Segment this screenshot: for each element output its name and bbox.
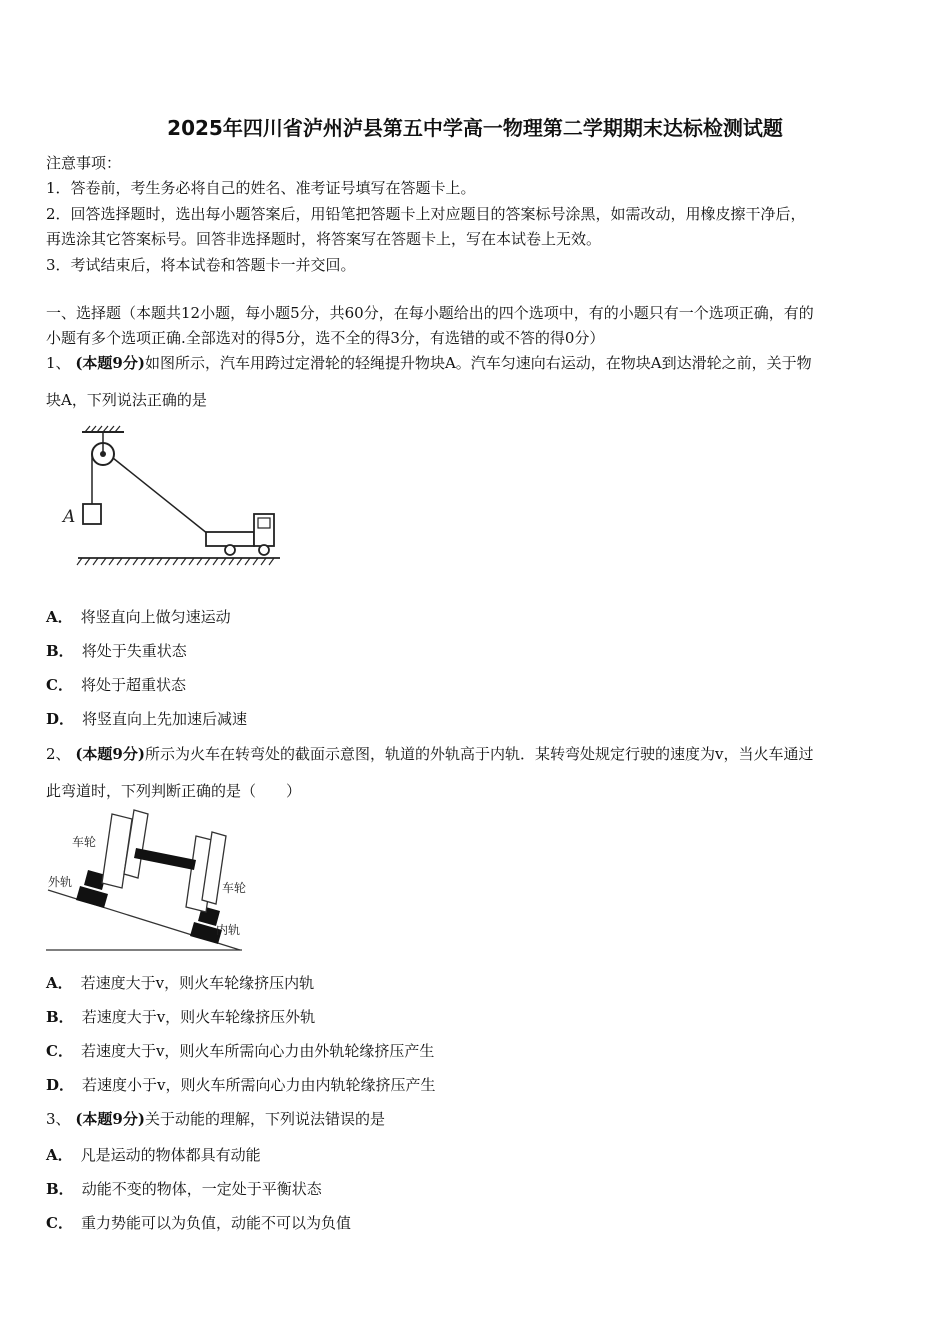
train-track-figure (44, 808, 254, 956)
q2-option-b: B． 若速度大于v，则火车轮缘挤压外轨 (46, 1008, 316, 1026)
section-heading-cont: 小题有多个选项正确.全部选对的得5分，选不全的得3分，有选错的或不答的得0分） (46, 329, 605, 347)
q3-option-c: C． 重力势能可以为负值，动能不可以为负值 (46, 1214, 351, 1232)
q2-option-a: A． 若速度大于v，则火车轮缘挤压内轨 (46, 974, 315, 992)
block-label: A (63, 507, 76, 527)
notice-item: 1．答卷前，考生务必将自己的姓名、准考证号填写在答题卡上。 (46, 179, 476, 197)
question-text: 所示为火车在转弯处的截面示意图，轨道的外轨高于内轨．某转弯处规定行驶的速度为v，当火车通过 (144, 745, 814, 763)
q3-option-b: B． 动能不变的物体，一定处于平衡状态 (46, 1180, 322, 1198)
question-1-stem (46, 352, 812, 373)
notice-heading: 注意事项： (46, 154, 122, 172)
truck-icon (206, 514, 274, 555)
question-text: 关于动能的理解，下列说法错误的是 (144, 1110, 385, 1128)
notice-item: 3．考试结束后，将本试卷和答题卡一并交回。 (46, 256, 356, 274)
q2-option-c: C． 若速度大于v，则火车所需向心力由外轨轮缘挤压产生 (46, 1042, 435, 1060)
inner-rail-label: 内轨 (216, 923, 241, 937)
page-title: 2025年四川省泸州泸县第五中学高一物理第二学期期末达标检测试题 (167, 116, 783, 140)
question-points: (本题9分) (75, 1110, 145, 1128)
question-3-stem (46, 1108, 385, 1129)
block-a (83, 504, 101, 524)
question-number: 2、 (46, 745, 71, 763)
question-points: (本题9分) (75, 354, 145, 372)
pulley-truck-figure (58, 424, 288, 572)
question-1-stem-cont: 块A，下列说法正确的是 (46, 391, 207, 409)
question-number: 1、 (46, 354, 71, 372)
q2-option-d: D． 若速度小于v，则火车所需向心力由内轨轮缘挤压产生 (46, 1076, 436, 1094)
question-text: 如图所示，汽车用跨过定滑轮的轻绳提升物块A。汽车匀速向右运动，在物块A到达滑轮之前，关于物 (144, 354, 812, 372)
question-points: (本题9分) (75, 745, 145, 763)
notice-item: 2．回答选择题时，选出每小题答案后，用铅笔把答题卡上对应题目的答案标号涂黑，如需改动，用橡皮擦干净后， (46, 205, 806, 223)
question-2-stem (46, 743, 813, 764)
q1-option-b: B． 将处于失重状态 (46, 642, 187, 660)
question-2-stem-cont: 此弯道时，下列判断正确的是（ ） (46, 782, 302, 800)
q1-option-c: C． 将处于超重状态 (46, 676, 186, 694)
notice-item: 再选涂其它答案标号。回答非选择题时，将答案写在答题卡上，写在本试卷上无效。 (46, 230, 602, 248)
q3-option-a: A． 凡是运动的物体都具有动能 (46, 1146, 261, 1164)
wheel-label: 车轮 (222, 881, 247, 895)
section-heading: 一、选择题（本题共12小题，每小题5分，共60分，在每小题给出的四个选项中，有的小题只有一个选项正确，有的 (46, 304, 814, 322)
outer-rail-label: 外轨 (48, 875, 73, 889)
q1-option-d: D． 将竖直向上先加速后减速 (46, 710, 248, 728)
q1-option-a: A． 将竖直向上做匀速运动 (46, 608, 231, 626)
question-number: 3、 (46, 1110, 71, 1128)
wheel-label: 车轮 (72, 835, 97, 849)
